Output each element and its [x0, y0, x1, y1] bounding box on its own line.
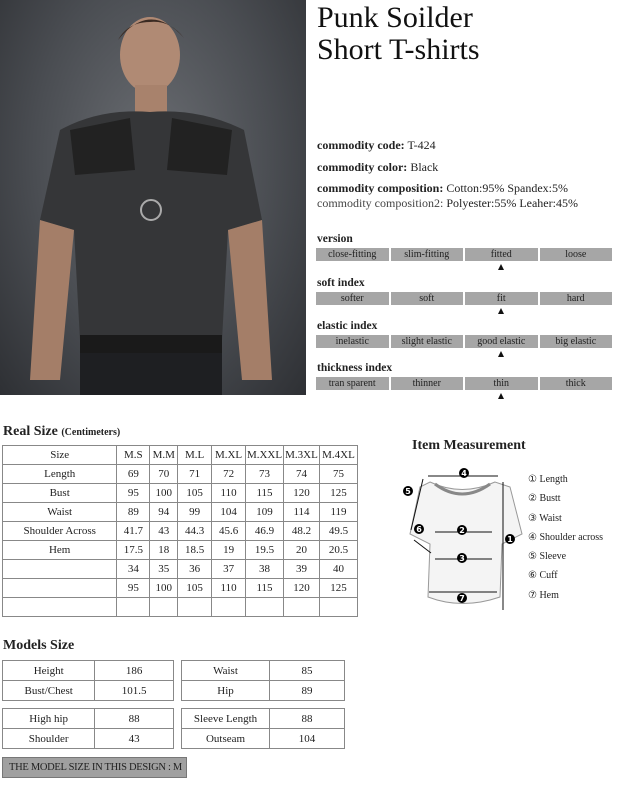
table-row	[182, 681, 345, 701]
table-row	[3, 681, 174, 701]
table-cell: 71	[178, 465, 212, 484]
measurement-legend	[528, 470, 603, 605]
table-cell: Outseam	[182, 729, 270, 749]
table-cell: 110	[212, 484, 246, 503]
commodity-composition	[317, 181, 568, 196]
table-row	[3, 446, 358, 465]
index-option: hard	[540, 292, 613, 305]
index-option-selected: thin	[465, 377, 538, 390]
model-measure-table	[2, 660, 174, 701]
product-photo	[0, 0, 306, 395]
index-label: soft index	[317, 277, 365, 289]
table-row	[3, 560, 358, 579]
table-cell: 34	[117, 560, 150, 579]
table-cell: 105	[178, 484, 212, 503]
table-cell: 109	[246, 503, 284, 522]
table-cell	[3, 560, 117, 579]
marker-1: 1	[507, 535, 513, 544]
index-scale	[316, 377, 612, 390]
table-cell: Size	[3, 446, 117, 465]
label: commodity code:	[317, 138, 405, 152]
model-measure-table	[2, 708, 174, 749]
marker-6: 6	[416, 525, 422, 534]
model-size-label: THE MODEL SIZE IN THIS DESIGN : M	[2, 757, 187, 778]
table-cell: 120	[284, 484, 320, 503]
legend-item: ⑥ Cuff	[528, 570, 558, 582]
index-label: elastic index	[317, 320, 378, 332]
table-cell: Shoulder Across	[3, 522, 117, 541]
table-cell: 105	[178, 579, 212, 598]
table-cell: 72	[212, 465, 246, 484]
table-cell: 85	[270, 661, 345, 681]
table-cell	[178, 598, 212, 617]
index-option: softer	[316, 292, 389, 305]
index-option-selected: fit	[465, 292, 538, 305]
index-scale	[316, 248, 612, 261]
index-option: tran sparent	[316, 377, 389, 390]
table-row	[182, 709, 345, 729]
table-cell: M.XXL	[246, 446, 284, 465]
value: Polyester:55% Leaher:45%	[446, 196, 578, 210]
index-label: version	[317, 233, 353, 245]
index-option: soft	[391, 292, 464, 305]
label: commodity composition:	[317, 181, 444, 195]
table-cell: Bust	[3, 484, 117, 503]
title-line-1: Punk Soilder	[317, 1, 473, 34]
model-figure	[0, 0, 306, 395]
table-cell: 70	[150, 465, 178, 484]
marker-4: 4	[461, 469, 467, 478]
index-option: slim-fitting	[391, 248, 464, 261]
index-option: loose	[540, 248, 613, 261]
value: Cotton:95% Spandex:5%	[446, 181, 568, 195]
table-cell: 37	[212, 560, 246, 579]
table-row	[182, 729, 345, 749]
table-cell: M.S	[117, 446, 150, 465]
table-cell: 110	[212, 579, 246, 598]
table-cell: 88	[270, 709, 345, 729]
table-cell: 45.6	[212, 522, 246, 541]
table-cell: M.XL	[212, 446, 246, 465]
table-cell: 104	[212, 503, 246, 522]
table-cell: 41.7	[117, 522, 150, 541]
table-cell: 125	[319, 484, 357, 503]
model-measure-table	[181, 660, 345, 701]
models-size-title: Models Size	[3, 638, 75, 653]
marker-7: 7	[459, 594, 465, 603]
table-cell: 69	[117, 465, 150, 484]
table-cell: 74	[284, 465, 320, 484]
table-cell: 120	[284, 579, 320, 598]
commodity-code	[317, 138, 436, 153]
index-option: close-fitting	[316, 248, 389, 261]
index-option-selected: fitted	[465, 248, 538, 261]
table-cell: 75	[319, 465, 357, 484]
table-row	[182, 661, 345, 681]
table-cell: 99	[178, 503, 212, 522]
table-cell	[319, 598, 357, 617]
table-row	[3, 709, 174, 729]
commodity-color	[317, 160, 438, 175]
index-option: thick	[540, 377, 613, 390]
table-row	[3, 503, 358, 522]
index-option: inelastic	[316, 335, 389, 348]
table-cell: M.L	[178, 446, 212, 465]
index-option-selected: good elastic	[465, 335, 538, 348]
table-cell: 36	[178, 560, 212, 579]
table-cell: Hip	[182, 681, 270, 701]
table-cell: Bust/Chest	[3, 681, 95, 701]
model-measure-table	[181, 708, 345, 749]
table-cell: 94	[150, 503, 178, 522]
table-row	[3, 661, 174, 681]
table-cell: 18.5	[178, 541, 212, 560]
table-cell: 20.5	[319, 541, 357, 560]
table-cell: 43	[95, 729, 174, 749]
item-measurement-title: Item Measurement	[412, 438, 526, 453]
table-cell: M.M	[150, 446, 178, 465]
table-cell	[3, 579, 117, 598]
table-cell	[117, 598, 150, 617]
title-line-2: Short T-shirts	[317, 33, 480, 66]
table-cell: Shoulder	[3, 729, 95, 749]
index-scale	[316, 292, 612, 305]
table-cell: Waist	[3, 503, 117, 522]
table-cell: 73	[246, 465, 284, 484]
table-row	[3, 465, 358, 484]
table-cell: M.3XL	[284, 446, 320, 465]
table-row	[3, 541, 358, 560]
table-cell: 100	[150, 484, 178, 503]
table-cell: 44.3	[178, 522, 212, 541]
legend-item: ③ Waist	[528, 512, 562, 524]
table-cell	[284, 598, 320, 617]
marker-2: 2	[459, 526, 465, 535]
index-option: thinner	[391, 377, 464, 390]
value: Black	[410, 160, 439, 174]
table-cell	[3, 598, 117, 617]
tshirt-diagram	[400, 462, 525, 612]
table-cell: 18	[150, 541, 178, 560]
marker-3: 3	[459, 554, 465, 563]
legend-item: ⑤ Sleeve	[528, 551, 567, 563]
table-cell: 40	[319, 560, 357, 579]
real-size-title	[3, 424, 120, 440]
table-cell: 115	[246, 579, 284, 598]
unit: (Centimeters)	[61, 427, 121, 438]
label: commodity color:	[317, 160, 408, 174]
table-row	[3, 522, 358, 541]
table-cell: Waist	[182, 661, 270, 681]
table-row	[3, 729, 174, 749]
table-cell: 100	[150, 579, 178, 598]
table-cell	[150, 598, 178, 617]
table-row	[3, 598, 358, 617]
table-cell: 20	[284, 541, 320, 560]
index-option: slight elastic	[391, 335, 464, 348]
index-scale	[316, 335, 612, 348]
table-cell: Length	[3, 465, 117, 484]
table-cell: 35	[150, 560, 178, 579]
table-cell: 115	[246, 484, 284, 503]
table-cell: 89	[270, 681, 345, 701]
label: commodity composition2:	[317, 196, 444, 210]
table-cell: 101.5	[95, 681, 174, 701]
table-cell: 89	[117, 503, 150, 522]
legend-item: ⑦ Hem	[528, 589, 559, 601]
table-cell	[246, 598, 284, 617]
product-title	[317, 2, 480, 66]
marker-5: 5	[405, 487, 411, 496]
table-cell: 95	[117, 484, 150, 503]
table-cell: 19.5	[246, 541, 284, 560]
table-row	[3, 579, 358, 598]
table-cell: 48.2	[284, 522, 320, 541]
table-cell: 125	[319, 579, 357, 598]
table-cell: 88	[95, 709, 174, 729]
table-cell: 43	[150, 522, 178, 541]
table-cell: M.4XL	[319, 446, 357, 465]
table-cell: 39	[284, 560, 320, 579]
table-cell: 46.9	[246, 522, 284, 541]
table-cell: 17.5	[117, 541, 150, 560]
table-cell	[212, 598, 246, 617]
legend-item: ④ Shoulder across	[528, 531, 604, 543]
table-cell: Hem	[3, 541, 117, 560]
table-cell: 19	[212, 541, 246, 560]
title: Real Size	[3, 424, 58, 439]
size-table	[2, 445, 358, 617]
table-cell: 38	[246, 560, 284, 579]
legend-item: ② Bustt	[528, 493, 561, 505]
legend-item: ① Length	[528, 474, 568, 485]
commodity-composition2	[317, 196, 578, 211]
table-row	[3, 484, 358, 503]
index-label: thickness index	[317, 362, 393, 374]
table-cell: Sleeve Length	[182, 709, 270, 729]
table-cell: 95	[117, 579, 150, 598]
table-cell: 186	[95, 661, 174, 681]
table-cell: 49.5	[319, 522, 357, 541]
table-cell: High hip	[3, 709, 95, 729]
table-cell: 119	[319, 503, 357, 522]
value: T-424	[407, 138, 436, 152]
table-cell: 114	[284, 503, 320, 522]
table-cell: Height	[3, 661, 95, 681]
table-cell: 104	[270, 729, 345, 749]
index-option: big elastic	[540, 335, 613, 348]
